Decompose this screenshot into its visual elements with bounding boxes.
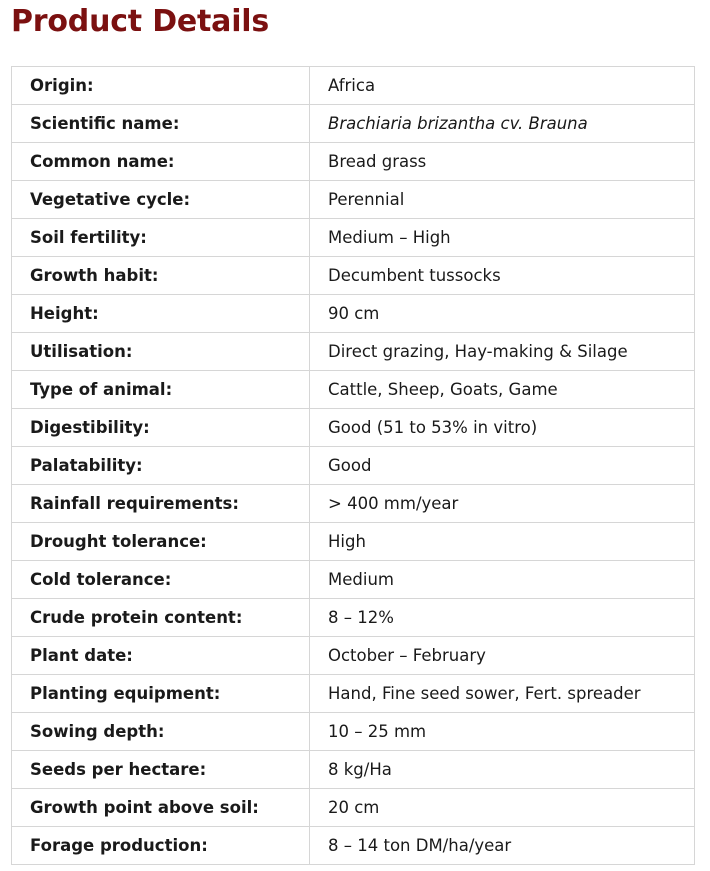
detail-value: Decumbent tussocks xyxy=(310,257,695,295)
table-row xyxy=(12,827,695,865)
detail-value: 10 – 25 mm xyxy=(310,713,695,751)
detail-label: Seeds per hectare: xyxy=(12,751,310,789)
detail-value: Direct grazing, Hay-making & Silage xyxy=(310,333,695,371)
detail-label: Height: xyxy=(12,295,310,333)
table-row xyxy=(12,713,695,751)
detail-label: Soil fertility: xyxy=(12,219,310,257)
detail-label: Vegetative cycle: xyxy=(12,181,310,219)
table-row xyxy=(12,295,695,333)
detail-value: Bread grass xyxy=(310,143,695,181)
detail-value: 8 – 12% xyxy=(310,599,695,637)
table-row xyxy=(12,409,695,447)
detail-label: Cold tolerance: xyxy=(12,561,310,599)
detail-value: Good xyxy=(310,447,695,485)
table-row xyxy=(12,485,695,523)
table-row xyxy=(12,523,695,561)
table-row xyxy=(12,143,695,181)
detail-label: Plant date: xyxy=(12,637,310,675)
table-row xyxy=(12,751,695,789)
detail-value: Africa xyxy=(310,67,695,105)
table-row xyxy=(12,333,695,371)
table-row xyxy=(12,257,695,295)
detail-label: Palatability: xyxy=(12,447,310,485)
detail-label: Rainfall requirements: xyxy=(12,485,310,523)
detail-value: 90 cm xyxy=(310,295,695,333)
table-row xyxy=(12,105,695,143)
detail-value: Brachiaria brizantha cv. Brauna xyxy=(310,105,695,143)
detail-label: Digestibility: xyxy=(12,409,310,447)
detail-value: Hand, Fine seed sower, Fert. spreader xyxy=(310,675,695,713)
table-row xyxy=(12,599,695,637)
detail-value: Good (51 to 53% in vitro) xyxy=(310,409,695,447)
table-row xyxy=(12,789,695,827)
detail-label: Type of animal: xyxy=(12,371,310,409)
product-details-table xyxy=(11,66,695,865)
detail-label: Growth point above soil: xyxy=(12,789,310,827)
table-row xyxy=(12,219,695,257)
table-row xyxy=(12,447,695,485)
detail-value: High xyxy=(310,523,695,561)
detail-value: 8 kg/Ha xyxy=(310,751,695,789)
detail-value: Cattle, Sheep, Goats, Game xyxy=(310,371,695,409)
detail-value: 20 cm xyxy=(310,789,695,827)
detail-label: Common name: xyxy=(12,143,310,181)
detail-value: 8 – 14 ton DM/ha/year xyxy=(310,827,695,865)
detail-label: Scientific name: xyxy=(12,105,310,143)
detail-label: Crude protein content: xyxy=(12,599,310,637)
detail-value: October – February xyxy=(310,637,695,675)
page-title: Product Details xyxy=(11,4,270,39)
detail-label: Sowing depth: xyxy=(12,713,310,751)
table-row xyxy=(12,371,695,409)
table-row xyxy=(12,181,695,219)
detail-label: Drought tolerance: xyxy=(12,523,310,561)
table-row xyxy=(12,67,695,105)
detail-value: Medium – High xyxy=(310,219,695,257)
table-row xyxy=(12,561,695,599)
product-details-body xyxy=(12,67,695,865)
table-row xyxy=(12,675,695,713)
detail-label: Planting equipment: xyxy=(12,675,310,713)
detail-label: Growth habit: xyxy=(12,257,310,295)
detail-label: Origin: xyxy=(12,67,310,105)
detail-value: > 400 mm/year xyxy=(310,485,695,523)
detail-value: Medium xyxy=(310,561,695,599)
detail-value: Perennial xyxy=(310,181,695,219)
table-row xyxy=(12,637,695,675)
detail-label: Utilisation: xyxy=(12,333,310,371)
detail-label: Forage production: xyxy=(12,827,310,865)
